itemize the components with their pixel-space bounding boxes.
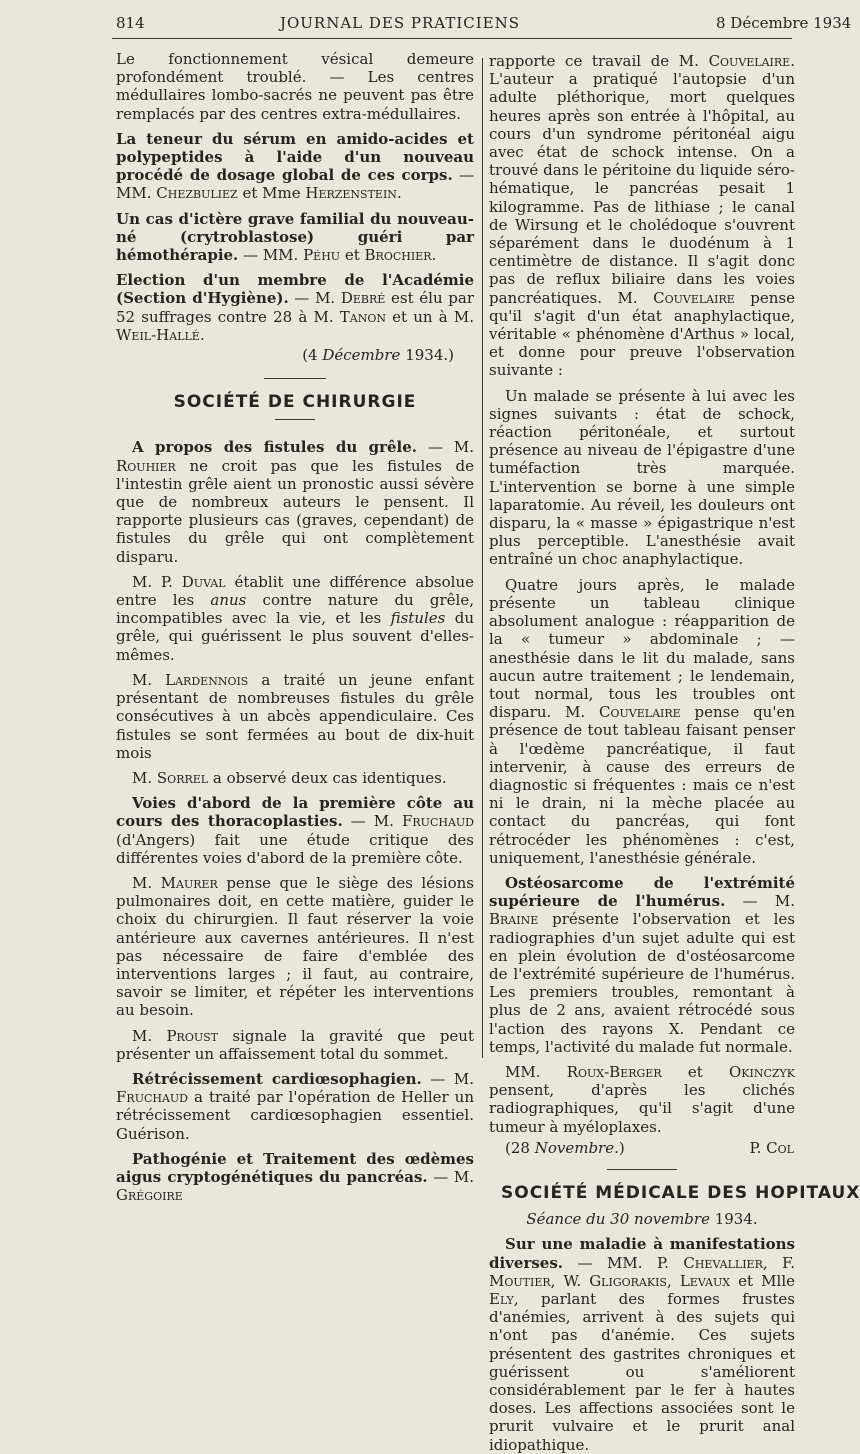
author: Chezbuliez [156,184,238,203]
journal-title: JOURNAL DES PRATICIENS [279,14,521,32]
author: Grégoire [116,1186,183,1205]
author: Levaux [679,1271,731,1290]
paragraph-malade: Un malade se présente à lui avec les signes suivants : état de schock, réaction péritonéale, et surtout présence au niveau de l'épigastre d'une tuméfaction très marquée. L'intervention se borne à une simple laparatomie. Au réveil, les douleurs ont disparu, la « masse » épigastrique n'est plus perceptible. L'anesthésie avait entraîné un choc anaphylactique. [489,386,795,569]
left-column [116,50,474,1211]
column-divider [482,58,483,1058]
issue-date: 8 Décembre 1934 [716,14,852,32]
author: Sorrel [156,768,209,787]
running-header [0,14,852,38]
author: Chevallier [683,1253,763,1272]
author: Fruchaud [116,1088,189,1107]
author: Brochier [364,246,432,265]
header-rule [112,38,792,39]
author: Weil-Hallé [116,325,200,344]
author: Couvelaire [653,288,735,307]
item-serum: La teneur du sérum en amido-acides et polypeptides à l'aide d'un nouveau procédé de dosage global de ces corps. — MM. Chezbuliez et Mme Herzenstein. [116,129,474,203]
item-title: Sur une maladie à manifestations diverses. [489,1235,795,1272]
item-fistules: A propos des fistules du grêle. — M. Rouhier ne croit pas que les fistules de l'intestin grêle aient un pronostic aussi sévère que de nombreux auteurs le pensent. Il rapporte plusieurs cas (graves, cependant) de fistules du grêle qui ont complètement disparu. [116,438,474,566]
author: Gligorakis [589,1271,667,1290]
paragraph-maurer: M. Maurer pense que le siège des lésions pulmonaires doit, en cette matière, guider le choix du chirurgien. Il faut réserver la voie antérieure aux cavernes antérieures. Il n'est pas nécessaire de faire d'emblée des interventions larges ; il faut, au contraire, savoir se limiter, et répéter les interventions au besoin. [116,873,474,1020]
author: Lardennois [165,670,249,689]
section-rule [607,1169,677,1170]
author: Okinczyk [728,1062,795,1081]
item-title: A propos des fistules du grêle. [132,438,418,457]
item-voies-abord: Voies d'abord de la première côte au cours des thoracoplasties. — M. Fruchaud (d'Angers) fait une étude critique des différentes voies d'abord de la première côte. [116,794,474,867]
item-pathogenie: Pathogénie et Traitement des œdèmes aigus cryptogénétiques du pancréas. — M. Grégoire [116,1149,474,1205]
item-title: La teneur du sérum en amido-acides et polypeptides à l'aide d'un nouveau procédé de dosage global de ces corps. [116,129,474,185]
paragraph-roux-berger: MM. Roux-Berger et Okinczyk pensent, d'après les clichés radiographiques, qu'il s'agit d'une tumeur à myéloplaxes. [489,1062,795,1136]
author: Couvelaire [708,52,791,70]
page-number: 814 [116,14,145,32]
author: Maurer [160,873,218,892]
item-osteosarcome: Ostéosarcome de l'extrémité supérieure de l'humérus. — M. Braine présente l'observation et les radiographies d'un sujet adulte qui est en plein évolution de d'ostéosarcome de l'extrémité supérieure de l'humérus. Les premiers troubles, remontant à plus de 2 ans, avaient rétrocédé sous l'action des rayons X. Pendant ce temps, l'activité du malade fut normale. [489,873,795,1056]
author: Braine [489,910,539,929]
item-title: Pathogénie et Traitement des œdèmes aigus cryptogénétiques du pancréas. [116,1149,474,1186]
item-maladie: Sur une maladie à manifestations diverses. — MM. P. Chevallier, F. Moutier, W. Gligorakis, Levaux et Mlle Ely, parlant des formes frustes d'anémies, arrivent à des sujets qui n'ont pas d'anémie. Ces sujets présentent des gastrites chroniques et guérissent ou s'améliorent considérablement par le fer à hautes doses. Les affections associées sont le prurit vulvaire et le prurit anal idiopathique. [489,1235,795,1454]
section-title-medicale: SOCIÉTÉ MÉDICALE DES HOPITAUX [501,1182,860,1203]
item-ictere: Un cas d'ictère grave familial du nouveau-né (crytroblastose) guéri par hémothérapie. — MM. Péhu et Brochier. [116,209,474,265]
section-rule [264,378,326,379]
paragraph-proust: M. Proust signale la gravité que peut présenter un affaissement total du sommet. [116,1026,474,1063]
paragraph-duval: M. P. Duval établit une différence absolue entre les anus contre nature du grêle, incompatibles avec la vie, et les fistules du grêle, qui guérissent le plus souvent d'elles-mêmes. [116,572,475,664]
author: Duval [181,572,226,591]
author: Fruchaud [401,812,474,831]
paragraph-intro: Le fonctionnement vésical demeure profondément troublé. — Les centres médullaires lombo-sacrés ne peuvent pas être remplacés par des centres extra-médullaires. [116,50,474,123]
paragraph-quatre-jours: Quatre jours après, le malade présente un tableau clinique absolument analogue : réapparition de la « tumeur » abdominale ; — anesthésie dans le lit du malade, sans aucun autre traitement ; le lendemain, tout normal, tous les troubles ont disparu. M. Couvelaire pense qu'en présence de tout tableau faisant penser à l'œdème pancréatique, il faut intervenir, à cause des erreurs de diagnostic si fréquentes : mais ce n'est ni le drain, ni la mèche placée au contact du pancréas, qui font rétrocéder les phénomènes : c'est, uniquement, l'anesthésie générale. [489,575,795,867]
author: Debré [340,289,386,308]
author: Proust [166,1026,219,1045]
seance-line: Séance du 30 novembre 1934. [526,1210,758,1229]
item-title: Rétrécissement cardiœsophagien. [132,1069,422,1088]
signature: P. Col [749,1138,794,1157]
right-column [489,52,860,1454]
author: Tanon [339,307,386,326]
author: Rouhier [116,456,176,475]
paragraph-sorrel: M. Sorrel a observé deux cas identiques. [132,768,447,787]
author: Ely [489,1290,514,1308]
author: Moutier [489,1271,551,1290]
section-title-chirurgie: SOCIÉTÉ DE CHIRURGIE [173,392,417,413]
paragraph-couvelaire: rapporte ce travail de M. Couvelaire. L'auteur a pratiqué l'autopsie d'un adulte pléthorique, mort quelques heures après son entrée à l'hôpital, au cours d'un syndrome péritonéal aigu avec état de schock intense. On a trouvé dans le péritoine du liquide séro-hématique, le pancréas pesait 1 kilogramme. Pas de lithiase ; le canal de Wirsung et le cholédoque s'ouvrent séparément dans le duodénum à 1 centimètre de distance. Il s'agit donc pas de reflux biliaire dans les voies pancréatiques. M. Couvelaire pense qu'il s'agit d'un état anaphylactique, véritable « phénomène d'Arthus » local, et donne pour preuve l'observation suivante : [489,52,795,380]
author: Herzenstein [305,184,397,203]
item-title: Election d'un membre de l'Académie (Section d'Hygiène). [116,271,474,308]
paragraph-lardennois: M. Lardennois a traité un jeune enfant présentant de nombreuses fistules du grêle consécutives à un abcès appendiculaire. Ces fistules se sont fermées au bout de dix-huit mois [116,670,474,762]
item-retrecissement: Rétrécissement cardiœsophagien. — M. Fruchaud a traité par l'opération de Heller un rétrécissement cardiœsophagien essentiel. Guérison. [116,1069,474,1143]
section-rule [275,419,315,420]
item-title: Ostéosarcome de l'extrémité supérieure de l'humérus. [489,873,795,911]
author: Péhu [303,246,341,265]
item-title: Un cas d'ictère grave familial du nouveau-né (crytroblastose) guéri par hémothérapie. [116,209,474,265]
author: Couvelaire [599,703,681,722]
item-election: Election d'un membre de l'Académie (Section d'Hygiène). — M. Debré est élu par 52 suffrages contre 28 à M. Tanon et un à M. Weil-Hallé. [116,271,474,344]
author: Roux-Berger [566,1062,662,1081]
item-title: Voies d'abord de la première côte au cours des thoracoplasties. [116,794,474,831]
date-note-2: (28 Novembre.) P. Col [505,1138,794,1157]
date-note: (4 Décembre 1934.) [302,346,454,365]
